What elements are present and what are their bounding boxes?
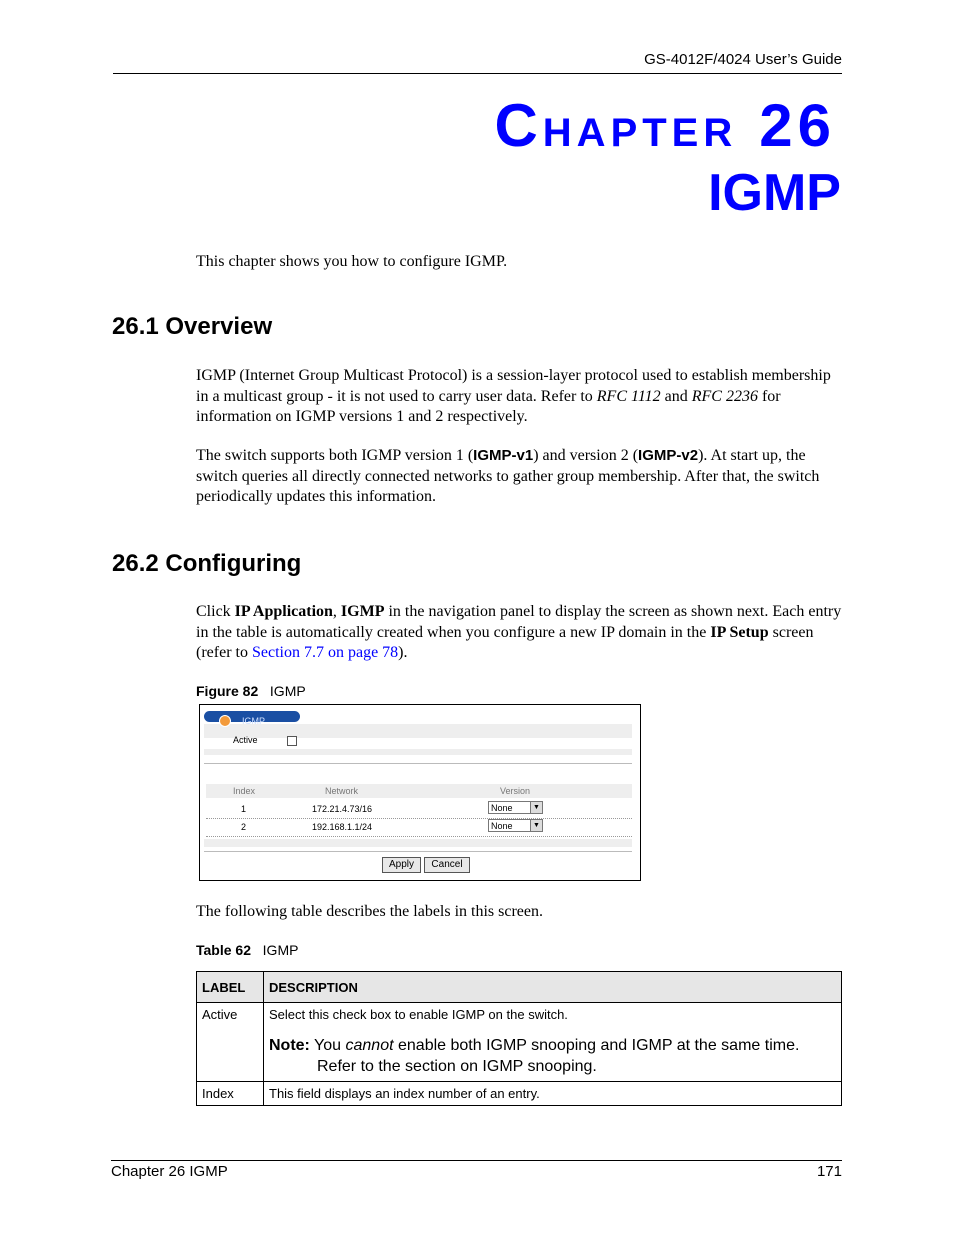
table-caption: Table 62 IGMP	[196, 942, 299, 958]
row-2-index: 2	[241, 822, 247, 832]
row-label: Active	[197, 1003, 264, 1082]
after-figure-text: The following table describes the labels in this screen.	[196, 903, 544, 920]
section-7-7-link[interactable]: Section 7.7 on page 78	[251, 644, 399, 661]
orange-dot-icon	[219, 715, 231, 727]
page-number: 171	[816, 1163, 842, 1180]
row-label: Index	[197, 1082, 264, 1106]
panel-title-tab	[204, 711, 300, 726]
overview-paragraph-2: The switch supports both IGMP version 1 (IGMP-v1) and version 2 (IGMP-v2). At start up, the switch queries all directly connected networks to gather group membership. After that, the switch periodically updates this information.	[196, 447, 820, 505]
chapter-word-rest: HAPTER	[542, 111, 738, 155]
active-label: Active	[233, 735, 258, 745]
chapter-initial: C	[494, 92, 543, 159]
column-header-version: Version	[500, 786, 531, 796]
section-configuring-heading: 26.2 Configuring	[112, 550, 302, 577]
dropdown-arrow-icon: ▼	[530, 820, 542, 831]
table-row	[197, 1003, 842, 1082]
row-2-network: 192.168.1.1/24	[312, 822, 373, 832]
chapter-number: 26	[759, 92, 836, 159]
description-table	[196, 971, 842, 1106]
chapter-heading	[494, 92, 836, 159]
row-2-version-select[interactable]: None ▼	[488, 819, 543, 832]
configuring-paragraph: Click IP Application, IGMP in the navigation panel to display the screen as shown next. Each entry in the table is automatically created when you configure a new IP domain in the IP Setup screen (refer to Section 7.7 on page 78).	[196, 603, 842, 661]
row-description: This field displays an index number of an entry.	[264, 1082, 842, 1106]
dropdown-arrow-icon: ▼	[530, 802, 542, 813]
section-overview-heading: 26.1 Overview	[112, 313, 273, 340]
row-1-index: 1	[241, 804, 247, 814]
table-row	[197, 1082, 842, 1106]
igmp-v2-term: IGMP-v2	[638, 447, 699, 464]
active-checkbox[interactable]	[287, 736, 297, 746]
note: Note: You cannot enable both IGMP snooping and IGMP at the same time. Refer to the section on IGMP snooping.	[269, 1037, 800, 1075]
figure-caption: Figure 82 IGMP	[196, 683, 306, 699]
row-description: Select this check box to enable IGMP on the switch. Note: You cannot enable both IGMP snooping and IGMP at the same time. Refer to the section on IGMP snooping.	[264, 1003, 842, 1082]
table-header-row	[206, 784, 632, 798]
rfc-1112-ref: RFC 1112	[596, 387, 661, 405]
apply-button[interactable]: Apply	[382, 857, 421, 873]
table-header-row	[197, 972, 842, 1003]
overview-paragraph-1: IGMP (Internet Group Multicast Protocol) is a session-layer protocol used to establish membership in a multicast group - it is not used to carry user data. Refer to RFC 1112 and RFC 2236 for information on IGMP versions 1 and 2 respectively.	[196, 367, 831, 425]
footer-chapter: Chapter 26 IGMP	[111, 1163, 228, 1180]
cancel-button[interactable]: Cancel	[424, 857, 470, 873]
header-label: LABEL	[197, 972, 264, 1003]
guide-title: GS-4012F/4024 User’s Guide	[644, 51, 842, 68]
header-rule	[113, 73, 842, 74]
footer-rule	[111, 1160, 842, 1161]
row-1-network: 172.21.4.73/16	[312, 804, 373, 814]
igmp-v1-term: IGMP-v1	[473, 447, 534, 464]
intro-text: This chapter shows you how to configure IGMP.	[196, 253, 508, 270]
column-header-index: Index	[233, 786, 256, 796]
chapter-title: IGMP	[708, 164, 841, 222]
rfc-2236-ref: RFC 2236	[691, 387, 758, 405]
divider	[204, 763, 632, 764]
igmp-screenshot	[199, 704, 641, 881]
column-header-network: Network	[325, 786, 359, 796]
row-1-version-select[interactable]: None ▼	[488, 801, 543, 814]
panel-title: IGMP	[242, 716, 266, 726]
header-description: DESCRIPTION	[264, 972, 842, 1003]
